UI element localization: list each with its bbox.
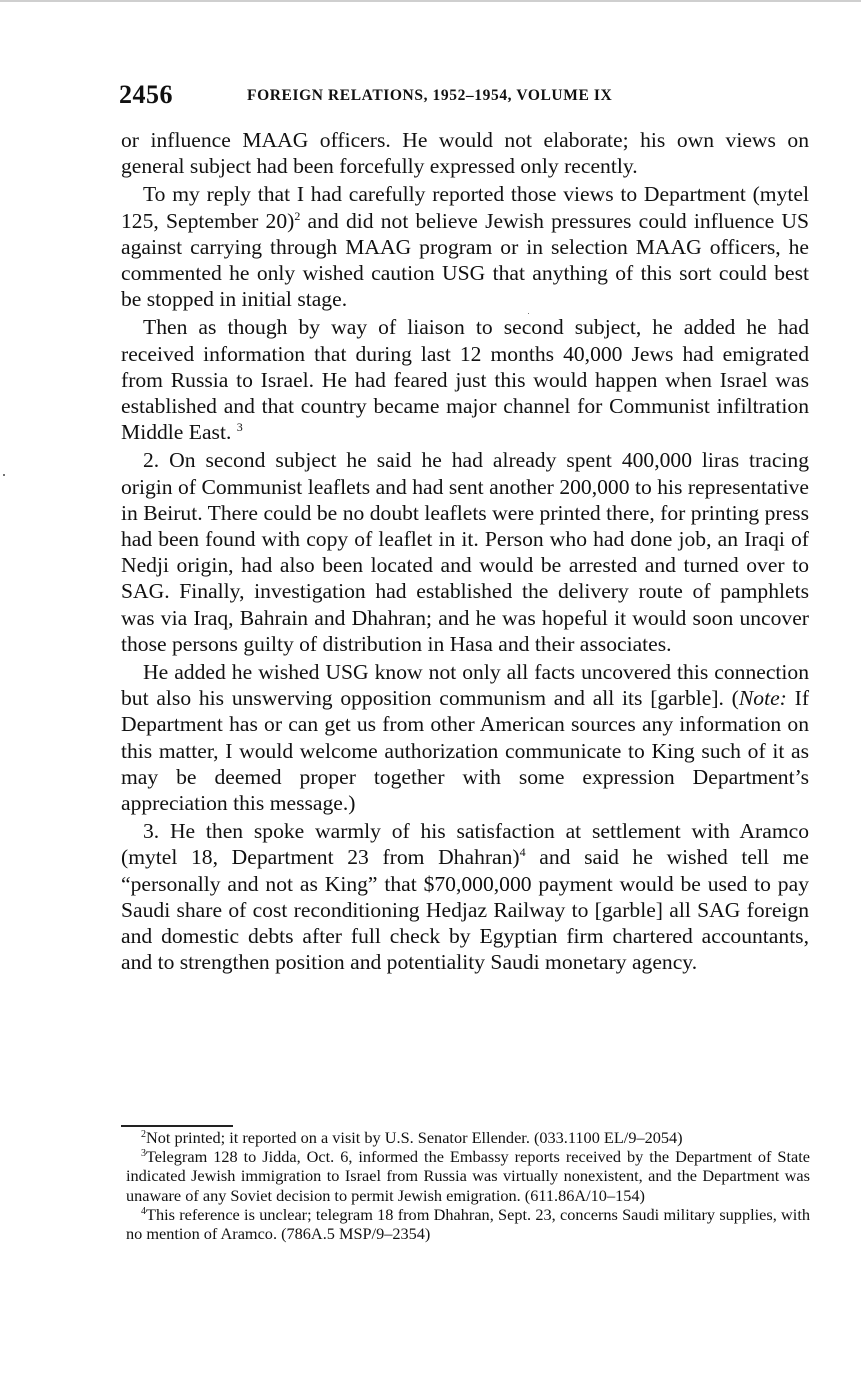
footnote-text: Telegram 128 to Jidda, Oct. 6, informed the Embassy reports received by the Department of State indicated Jewish immigration to Israel from Russia was virtually nonexistent, and the Department was unaware of any Soviet decision to permit Jewish emigration. (611.86A/10–154) — [126, 1147, 810, 1205]
paragraph-3 — [121, 314, 809, 445]
footnote-ref-3: 3 — [236, 420, 243, 435]
scan-speck — [528, 313, 529, 314]
footnote-text: Not printed; it reported on a visit by U.S. Senator Ellender. (033.1100 EL/9–2054) — [146, 1128, 683, 1147]
paragraph-4 — [121, 447, 809, 657]
page-top-edge — [0, 0, 861, 2]
paragraph-text: If Department has or can get us from other American sources any information on this matter, I would welcome authorization communicate to King such of it as may be deemed proper together with some expression Department’s appreciation this message.) — [121, 686, 810, 816]
footnote-text: This reference is unclear; telegram 18 from Dhahran, Sept. 23, concerns Saudi military supplies, with no mention of Aramco. (786A.5 MSP/9–2354) — [126, 1204, 810, 1244]
footnote-ref-4: 4 — [519, 845, 526, 860]
paragraph-text: or influence MAAG officers. He would not elaborate; his own views on general subject had been forcefully expressed only recently. — [121, 128, 809, 179]
paragraph-text: He added he wished USG know not only all facts uncovered this connection but also his unswerving opposition communism and all its [garble]. ( — [121, 660, 809, 711]
page-header — [119, 80, 809, 120]
paragraph-text: and said he wished tell me “personally and not as King” that $70,000,000 payment would be used to pay Saudi share of cost reconditioning Hedjaz Railway to [garble] all SAG foreign and domestic debts after full check by Egyptian firm chartered accountants, and to strengthen position and potentiality Saudi monetary agency. — [121, 845, 810, 975]
paragraph-1 — [121, 127, 809, 179]
note-label: Note: — [738, 686, 787, 711]
footnote-ref-2: 2 — [294, 208, 301, 223]
document-body — [121, 127, 809, 976]
footnote-separator — [121, 1125, 233, 1127]
paragraph-text: and did not believe Jewish pressures could influence US against carrying through MAAG program or in selection MAAG officers, he commented he only wished caution USG that anything of this sort could best be stopped in initial stage. — [121, 208, 809, 312]
footnote-mark: 3 — [141, 1148, 146, 1160]
footnotes — [126, 1128, 810, 1243]
paragraph-text: Then as though by way of liaison to second subject, he added he had received information that during last 12 months 40,000 Jews had emigrated from Russia to Israel. He had feared just this would happen when Israel was established and that country became major channel for Communist infiltration Middle East. — [121, 315, 809, 445]
paragraph-5 — [121, 659, 809, 816]
page-number: 2456 — [119, 80, 173, 109]
paragraph-6 — [121, 818, 809, 975]
paragraph-text: To my reply that I had carefully reported those views to Department (mytel 125, September 20) — [121, 182, 809, 233]
paragraph-text: 2. On second subject he said he had already spent 400,000 liras tracing origin of Communist leaflets and had sent another 200,000 to his representative in Beirut. There could be no doubt leaflets were printed there, for printing press had been found with copy of leaflet in it. Person who had done job, an Iraqi of Nedji origin, had also been located and would be arrested and turned over to SAG. Finally, investigation had established the delivery route of pamphlets was via Iraq, Bahrain and Dhahran; and he was hopeful it would soon uncover those persons guilty of distribution in Hasa and their associates. — [121, 448, 809, 656]
paragraph-text: 3. He then spoke warmly of his satisfaction at settlement with Aramco (mytel 18, Department 23 from Dhahran) — [121, 819, 809, 870]
footnote-3 — [126, 1147, 810, 1205]
footnote-mark: 4 — [141, 1205, 146, 1217]
scan-speck — [3, 474, 5, 476]
paragraph-2 — [121, 181, 809, 312]
footnote-4 — [126, 1205, 810, 1243]
footnote-2 — [126, 1128, 810, 1147]
running-head: FOREIGN RELATIONS, 1952–1954, VOLUME IX — [247, 87, 613, 104]
footnote-mark: 2 — [141, 1129, 146, 1140]
